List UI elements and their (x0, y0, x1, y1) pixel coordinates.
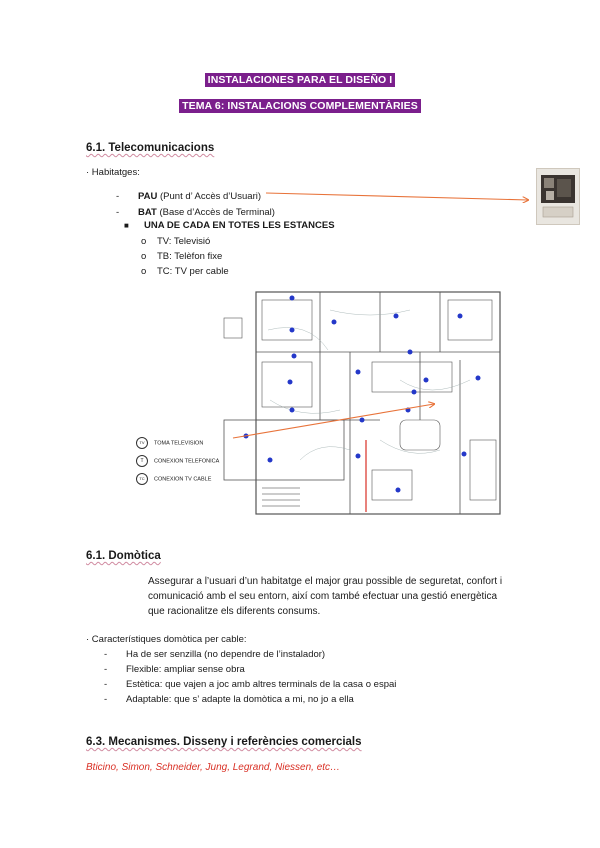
sub-item-tb: o TB: Telèfon fixe (141, 251, 223, 262)
list-item-adaptable: - Adaptable: que s’ adapte la domòtica a mi, no jo a ella (104, 694, 354, 705)
section-title-telecom: 6.1. Telecomunicacions (86, 142, 215, 154)
list-item-bat: - BAT (Base d’Accès de Terminal) (116, 207, 275, 218)
header-line-1: INSTALACIONES PARA EL DISEÑO I (0, 70, 600, 88)
domotica-para-line-3: que racionalitze els diferents consums. (148, 606, 321, 617)
section-title-domotica: 6.1. Domòtica (86, 550, 161, 562)
habitatges-intro: · Habitatges: (86, 167, 140, 178)
sub-item-tv: o TV: Televisió (141, 236, 211, 247)
list-item-pau: - PAU (Punt d’ Accès d’Usuari) (116, 191, 262, 202)
domotica-para-line-2: comunicació amb el seu entorn, així com també efectuar una gestió energètica (148, 591, 498, 602)
sub-heading-estances: ■ UNA DE CADA EN TOTES LES ESTANCES (124, 220, 335, 231)
legend-item-telefon: T CONEXION TELEFONICA (136, 455, 219, 468)
section-title-mecanismes: 6.3. Mecanismes. Disseny i referències comercials (86, 736, 362, 748)
header-line-2: TEMA 6: INSTALACIONS COMPLEMENTÀRIES (0, 96, 600, 114)
legend-item-cable: TC CONEXION TV CABLE (136, 473, 211, 486)
brands-list: Bticino, Simon, Schneider, Jung, Legrand, Niessen, etc… (86, 762, 341, 773)
sub-item-tc: o TC: TV per cable (141, 266, 229, 277)
list-item-senzilla: - Ha de ser senzilla (no dependre de l’instalador) (104, 649, 326, 660)
list-item-flexible: - Flexible: ampliar sense obra (104, 664, 245, 675)
domotica-intro: · Característiques domòtica per cable: (86, 634, 247, 645)
legend-item-tv: TV TOMA TELEVISION (136, 437, 203, 450)
domotica-para-line-1: Assegurar a l’usuari d’un habitatge el major grau possible de seguretat, confort i (148, 576, 503, 587)
list-item-estetica: - Estètica: que vajen a joc amb altres terminals de la casa o espai (104, 679, 397, 690)
